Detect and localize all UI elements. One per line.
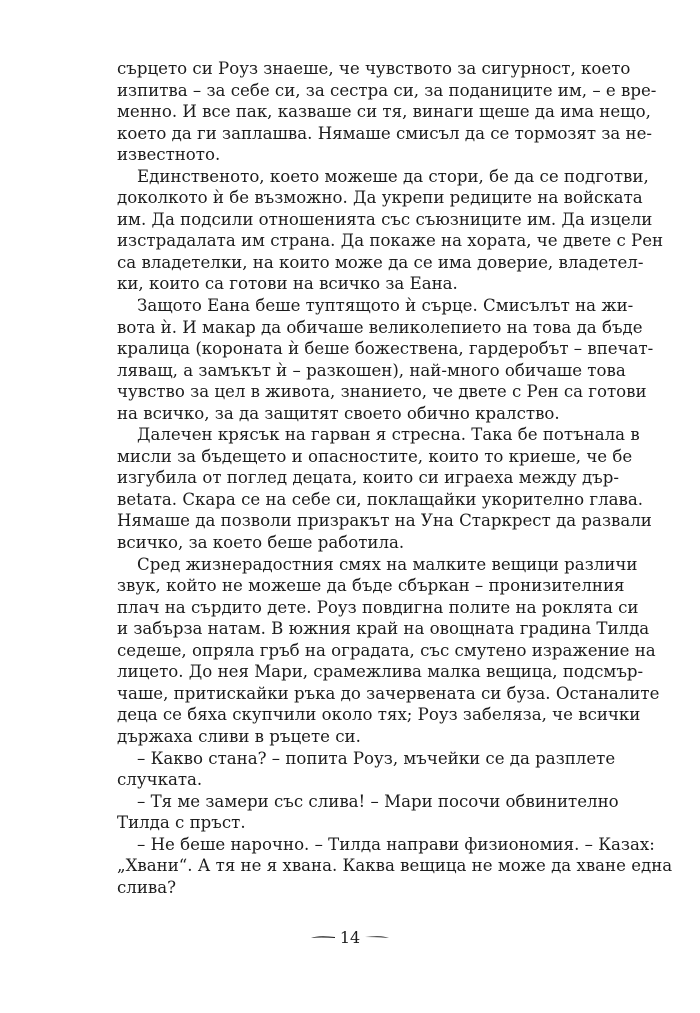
text-line: изпитва – за себе си, за сестра си, за поданиците им, – е вре- <box>117 80 657 100</box>
text-line: случката. <box>117 770 203 790</box>
text-line: Единственото, което можеше да стори, бе да се подготви, <box>137 166 649 186</box>
text-line: слива? <box>117 877 177 897</box>
text-line: – Тя ме замери със слива! – Мари посочи обвинително <box>137 791 619 811</box>
text-line: са владетелки, на които може да се има доверие, владетел- <box>117 252 644 272</box>
text-line: и забърза натам. В южния край на овощната градина Тилда <box>117 619 650 639</box>
text-line: „Хвани“. А тя не я хвана. Каква вещица не може да хване една <box>117 856 673 876</box>
text-line: лицето. До нея Мари, срамежлива малка вещица, подсмър- <box>117 662 644 682</box>
text-line: доколкото ѝ бе възможно. Да укрепи редиците на войската <box>117 188 643 208</box>
text-line: чаше, притискайки ръка до зачервената си буза. Останалите <box>117 683 660 703</box>
text-line: – Какво стана? – попита Роуз, мъчейки се да разплете <box>137 748 616 768</box>
page-footer <box>0 926 700 950</box>
page-number: 14 <box>339 927 361 947</box>
right-ornament-icon <box>364 933 390 941</box>
text-line: държаха сливи в ръцете си. <box>117 726 361 746</box>
text-line: Далечен крясък на гарван я стресна. Така бе потънала в <box>137 425 640 445</box>
text-line: звук, който не можеше да бъде сбъркан – пронизителния <box>117 576 625 596</box>
text-line: Нямаше да позволи призракът на Уна Старкрест да развали <box>117 511 652 531</box>
body-text <box>117 58 673 898</box>
text-line: мисли за бъдещето и опасностите, които то криеше, че бе <box>117 446 633 466</box>
text-line: вота ѝ. И макар да обичаше великолепието на това да бъде <box>117 317 643 337</box>
text-line: вetата. Скара се на себе си, поклащайки укорително глава. <box>117 489 644 509</box>
text-line: Защото Еана беше туптящото ѝ сърце. Смисълът на жи- <box>137 296 634 316</box>
text-line: им. Да подсили отношенията със съюзниците им. Да изцели <box>117 209 653 229</box>
text-line: всичко, за което беше работила. <box>117 533 405 553</box>
text-line: което да ги заплашва. Нямаше смисъл да се тормозят за не- <box>117 123 653 143</box>
text-line: изгубила от поглед децата, които си играеха между дър- <box>117 468 619 488</box>
text-line: кралица (короната ѝ беше божествена, гардеробът – впечат- <box>117 339 654 359</box>
text-line: изстрадалата им страна. Да покаже на хората, че двете с Рен <box>117 231 664 251</box>
left-ornament-icon <box>310 933 336 941</box>
text-line: плач на сърдито дете. Роуз повдигна полите на роклята си <box>117 597 639 617</box>
text-line: известното. <box>117 145 221 165</box>
text-line: менно. И все пак, казваше си тя, винаги щеше да има нещо, <box>117 102 651 122</box>
text-line: – Не беше нарочно. – Тилда направи физиономия. – Казах: <box>137 834 655 854</box>
text-line: Сред жизнерадостния смях на малките вещици различи <box>137 554 638 574</box>
text-line: ляващ, а замъкът ѝ – разкошен), най-много обичаше това <box>117 360 626 380</box>
text-line: Тилда с пръст. <box>117 813 246 833</box>
text-line: на всичко, за да защитят своето обично кралство. <box>117 403 560 423</box>
text-line: деца се бяха скупчили около тях; Роуз забеляза, че всички <box>117 705 641 725</box>
text-line: сърцето си Роуз знаеше, че чувството за сигурност, което <box>117 59 631 78</box>
text-line: чувство за цел в живота, знанието, че двете с Рен са готови <box>117 382 647 402</box>
text-line: седеше, опряла гръб на оградата, със смутено изражение на <box>117 640 656 660</box>
text-line: ки, които са готови на всичко за Еана. <box>117 274 458 294</box>
